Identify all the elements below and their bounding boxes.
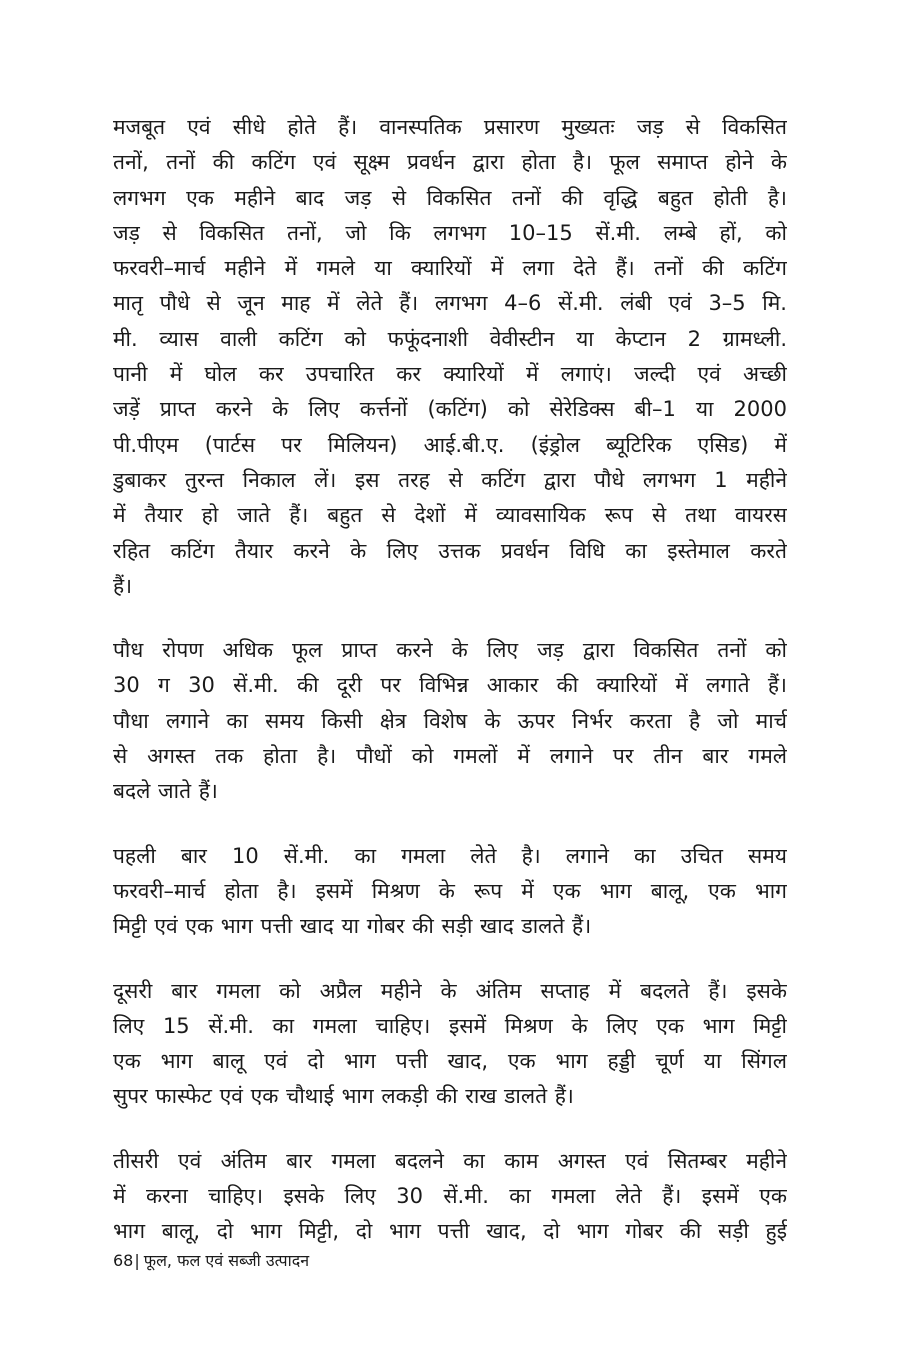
text-line: में तैयार हो जाते हैं। बहुत से देशों में व्यावसायिक रूप से तथा वायरस (113, 503, 787, 528)
text-line: हैं। (113, 573, 133, 598)
text-line: डुबाकर तुरन्त निकाल लें। इस तरह से कटिंग द्वारा पौधे लगभग 1 महीने (113, 467, 787, 492)
paragraph-planting (113, 633, 787, 809)
text-line: पौधा लगाने का समय किसी क्षेत्र विशेष के ऊपर निर्भर करता है जो मार्च (113, 708, 787, 733)
text-line: रहित कटिंग तैयार करने के लिए उत्तक प्रवर्धन विधि का इस्तेमाल करते (113, 538, 787, 563)
text-line: भाग बालू, दो भाग मिट्टी, दो भाग पत्ती खाद, दो भाग गोबर की सड़ी हुई (113, 1219, 787, 1244)
text-line: मजबूत एवं सीधे होते हैं। वानस्पतिक प्रसारण मुख्यतः जड़ से विकसित (113, 115, 787, 139)
paragraph-second-repotting (113, 974, 787, 1115)
text-line: तीसरी एवं अंतिम बार गमला बदलने का काम अगस्त एवं सितम्बर महीने (113, 1148, 787, 1173)
text-line: सुपर फास्फेट एवं एक चौथाई भाग लकड़ी की राख डालते हैं। (113, 1084, 574, 1109)
text-line: लिए 15 सें.मी. का गमला चाहिए। इसमें मिश्रण के लिए एक भाग मिट्टी (113, 1013, 787, 1038)
text-line: एक भाग बालू एवं दो भाग पत्ती खाद, एक भाग हड्डी चूर्ण या सिंगल (113, 1049, 787, 1074)
text-line: बदले जाते हैं। (113, 779, 218, 804)
text-line: में करना चाहिए। इसके लिए 30 सें.मी. का गमला लेते हैं। इसमें एक (113, 1184, 787, 1209)
text-line: पौध रोपण अधिक फूल प्राप्त करने के लिए जड़ द्वारा विकसित तनों को (113, 638, 787, 663)
paragraph-propagation (113, 110, 787, 604)
text-line: पानी में घोल कर उपचारित कर क्यारियों में लगाएं। जल्दी एवं अच्छी (113, 362, 787, 387)
text-line: लगभग एक महीने बाद जड़ से विकसित तनों की वृद्धि बहुत होती है। (113, 185, 787, 210)
paragraph-first-repotting (113, 839, 787, 945)
text-line: तनों, तनों की कटिंग एवं सूक्ष्म प्रवर्धन द्वारा होता है। फूल समाप्त होने के (113, 150, 787, 175)
text-line: फरवरी–मार्च होता है। इसमें मिश्रण के रूप में एक भाग बालू, एक भाग (113, 878, 787, 903)
text-line: जड़ से विकसित तनों, जो कि लगभग 10–15 सें.मी. लम्बे हों, को (113, 220, 787, 245)
text-line: 30 ग 30 सें.मी. की दूरी पर विभिन्न आकार की क्यारियों में लगाते हैं। (113, 673, 787, 698)
text-line: जड़ें प्राप्त करने के लिए कर्त्तनों (कटिंग) को सेरेडिक्स बी–1 या 2000 (113, 397, 787, 422)
text-line: दूसरी बार गमला को अप्रैल महीने के अंतिम सप्ताह में बदलते हैं। इसके (113, 978, 787, 1003)
footer-separator: | (134, 1251, 140, 1270)
text-line: मातृ पौधे से जून माह में लेते हैं। लगभग 4–6 सें.मी. लंबी एवं 3–5 मि. (113, 291, 787, 316)
book-title: फूल, फल एवं सब्जी उत्पादन (143, 1251, 310, 1270)
page-body (113, 110, 787, 1279)
paragraph-third-repotting (113, 1144, 787, 1250)
text-line: पी.पीएम (पार्टस पर मिलियन) आई.बी.ए. (इंड्रोल ब्यूटिरिक एसिड) में (113, 432, 787, 457)
text-line: फरवरी–मार्च महीने में गमले या क्यारियों में लगा देते हैं। तनों की कटिंग (113, 256, 787, 281)
text-line: पहली बार 10 सें.मी. का गमला लेते है। लगाने का उचित समय (113, 843, 787, 868)
text-line: से अगस्त तक होता है। पौधों को गमलों में लगाने पर तीन बार गमले (113, 744, 787, 769)
text-line: मिट्टी एवं एक भाग पत्ती खाद या गोबर की सड़ी खाद डालते हैं। (113, 914, 592, 939)
page-number: 68 (113, 1251, 134, 1270)
text-line: मी. व्यास वाली कटिंग को फफूंदनाशी वेवीस्टीन या केप्टान 2 ग्रामध्ली. (113, 326, 787, 351)
page-footer (113, 1250, 309, 1272)
